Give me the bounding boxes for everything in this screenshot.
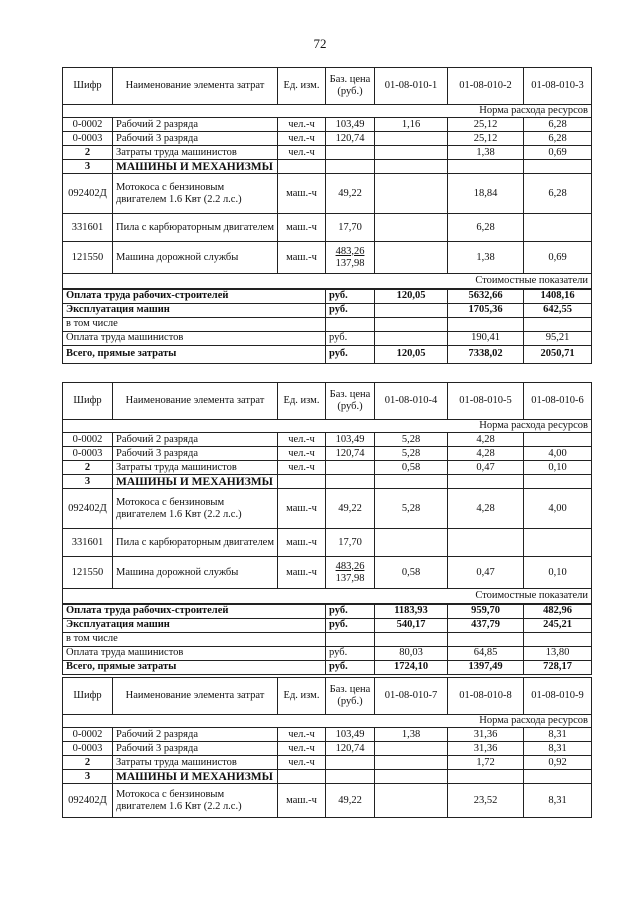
total-value: 13,80 xyxy=(524,646,592,660)
table-row xyxy=(63,742,592,756)
total-unit: руб. xyxy=(326,345,375,363)
total-value: 2050,71 xyxy=(524,345,592,363)
row-value: 8,31 xyxy=(524,784,592,818)
row-value: 8,31 xyxy=(524,742,592,756)
header-unit: Ед. изм. xyxy=(278,383,326,420)
total-row xyxy=(63,331,592,345)
row-unit: чел.-ч xyxy=(278,447,326,461)
header-name: Наименование элемента затрат xyxy=(113,68,278,105)
row-value: 0,69 xyxy=(524,242,592,274)
table-row xyxy=(63,529,592,557)
row-value: 6,28 xyxy=(524,118,592,132)
table-row xyxy=(63,214,592,242)
total-row xyxy=(63,618,592,632)
total-name: Эксплуатация машин xyxy=(63,618,326,632)
row-value xyxy=(524,433,592,447)
row-unit: чел.-ч xyxy=(278,742,326,756)
row-value: 0,58 xyxy=(375,557,448,589)
row-name: Рабочий 3 разряда xyxy=(113,447,278,461)
total-row xyxy=(63,317,592,331)
header-name: Наименование элемента затрат xyxy=(113,678,278,715)
row-unit: маш.-ч xyxy=(278,529,326,557)
table-row xyxy=(63,461,592,475)
cost-label: Стоимостные показатели xyxy=(63,274,592,290)
row-code: 0-0003 xyxy=(63,447,113,461)
header-code: Шифр xyxy=(63,383,113,420)
row-unit: чел.-ч xyxy=(278,461,326,475)
row-name: Рабочий 2 разряда xyxy=(113,433,278,447)
norm-label-row xyxy=(63,715,592,728)
table-row xyxy=(63,160,592,174)
total-value: 728,17 xyxy=(524,660,592,674)
row-code: 2 xyxy=(63,461,113,475)
total-value: 95,21 xyxy=(524,331,592,345)
row-code: 0-0002 xyxy=(63,728,113,742)
table-row xyxy=(63,475,592,489)
row-price xyxy=(326,557,375,589)
row-value: 5,28 xyxy=(375,447,448,461)
header-price: Баз. цена (руб.) xyxy=(326,383,375,420)
row-code: 3 xyxy=(63,770,113,784)
row-price xyxy=(326,461,375,475)
row-name: Мотокоса с бензиновым двигателем 1.6 Квт (2.2 л.с.) xyxy=(113,174,278,214)
header-column: 01-08-010-8 xyxy=(448,678,524,715)
header-unit: Ед. изм. xyxy=(278,678,326,715)
row-price: 17,70 xyxy=(326,214,375,242)
row-price xyxy=(326,146,375,160)
header-price: Баз. цена (руб.) xyxy=(326,678,375,715)
row-value xyxy=(375,146,448,160)
row-value: 6,28 xyxy=(448,214,524,242)
total-name: Оплата труда машинистов xyxy=(63,331,326,345)
header-column: 01-08-010-7 xyxy=(375,678,448,715)
total-unit: руб. xyxy=(326,660,375,674)
row-value xyxy=(375,174,448,214)
row-value: 6,28 xyxy=(524,132,592,146)
total-value: 245,21 xyxy=(524,618,592,632)
table-row xyxy=(63,784,592,818)
total-value: 80,03 xyxy=(375,646,448,660)
row-unit: маш.-ч xyxy=(278,557,326,589)
row-price: 49,22 xyxy=(326,489,375,529)
total-unit: руб. xyxy=(326,604,375,618)
row-value: 4,00 xyxy=(524,489,592,529)
row-name: Мотокоса с бензиновым двигателем 1.6 Квт (2.2 л.с.) xyxy=(113,489,278,529)
header-column: 01-08-010-4 xyxy=(375,383,448,420)
header-code: Шифр xyxy=(63,68,113,105)
row-code: 2 xyxy=(63,756,113,770)
row-value: 1,38 xyxy=(375,728,448,742)
total-name: Всего, прямые затраты xyxy=(63,345,326,363)
total-unit: руб. xyxy=(326,303,375,317)
total-value: 5632,66 xyxy=(448,289,524,303)
row-name: МАШИНЫ И МЕХАНИЗМЫ xyxy=(113,770,278,784)
total-value xyxy=(375,303,448,317)
row-price: 120,74 xyxy=(326,132,375,146)
total-value: 1705,36 xyxy=(448,303,524,317)
row-value: 31,36 xyxy=(448,742,524,756)
row-name: Затраты труда машинистов xyxy=(113,461,278,475)
total-row xyxy=(63,289,592,303)
row-value: 0,92 xyxy=(524,756,592,770)
total-unit: руб. xyxy=(326,618,375,632)
row-name: Рабочий 3 разряда xyxy=(113,742,278,756)
table-row xyxy=(63,242,592,274)
row-unit: чел.-ч xyxy=(278,132,326,146)
row-value: 25,12 xyxy=(448,118,524,132)
price-numerator: 483,26 xyxy=(335,245,365,257)
header-price: Баз. цена (руб.) xyxy=(326,68,375,105)
row-value xyxy=(524,214,592,242)
total-value: 120,05 xyxy=(375,345,448,363)
table-row xyxy=(63,447,592,461)
total-name: Оплата труда рабочих-строителей xyxy=(63,604,326,618)
total-value: 437,79 xyxy=(448,618,524,632)
row-value: 0,58 xyxy=(375,461,448,475)
row-value: 4,00 xyxy=(524,447,592,461)
total-row xyxy=(63,345,592,363)
row-value xyxy=(375,529,448,557)
table-row xyxy=(63,118,592,132)
row-price: 120,74 xyxy=(326,447,375,461)
row-value: 4,28 xyxy=(448,433,524,447)
row-price xyxy=(326,242,375,274)
row-value xyxy=(448,529,524,557)
row-price: 17,70 xyxy=(326,529,375,557)
total-value: 120,05 xyxy=(375,289,448,303)
row-code: 3 xyxy=(63,160,113,174)
total-value: 1724,10 xyxy=(375,660,448,674)
row-value xyxy=(375,784,448,818)
row-price: 103,49 xyxy=(326,728,375,742)
price-denominator: 137,98 xyxy=(335,257,365,269)
total-unit: руб. xyxy=(326,331,375,345)
header-column: 01-08-010-5 xyxy=(448,383,524,420)
norm-label: Норма расхода ресурсов xyxy=(63,105,592,118)
row-code: 0-0002 xyxy=(63,433,113,447)
row-code: 331601 xyxy=(63,214,113,242)
row-name: Пила с карбюраторным двигателем xyxy=(113,529,278,557)
row-code: 121550 xyxy=(63,557,113,589)
table-row xyxy=(63,174,592,214)
header-code: Шифр xyxy=(63,678,113,715)
table-row xyxy=(63,557,592,589)
total-value xyxy=(375,331,448,345)
row-name: Рабочий 2 разряда xyxy=(113,728,278,742)
total-value: 7338,02 xyxy=(448,345,524,363)
table-header-row xyxy=(63,68,592,105)
row-value: 25,12 xyxy=(448,132,524,146)
row-name: Машина дорожной службы xyxy=(113,557,278,589)
total-name: в том числе xyxy=(63,317,326,331)
total-unit: руб. xyxy=(326,289,375,303)
row-value: 4,28 xyxy=(448,447,524,461)
norm-label-row xyxy=(63,420,592,433)
row-value xyxy=(375,242,448,274)
header-column: 01-08-010-1 xyxy=(375,68,448,105)
table-row xyxy=(63,146,592,160)
row-name: Машина дорожной службы xyxy=(113,242,278,274)
row-price: 103,49 xyxy=(326,118,375,132)
row-price: 120,74 xyxy=(326,742,375,756)
norm-label: Норма расхода ресурсов xyxy=(63,420,592,433)
table-header-row xyxy=(63,383,592,420)
row-name: МАШИНЫ И МЕХАНИЗМЫ xyxy=(113,160,278,174)
row-code: 092402Д xyxy=(63,489,113,529)
row-price: 49,22 xyxy=(326,174,375,214)
row-value: 1,38 xyxy=(448,242,524,274)
price-denominator: 137,98 xyxy=(335,572,365,584)
table-row xyxy=(63,489,592,529)
row-unit: маш.-ч xyxy=(278,214,326,242)
row-code: 2 xyxy=(63,146,113,160)
total-value: 1408,16 xyxy=(524,289,592,303)
total-value: 482,96 xyxy=(524,604,592,618)
row-value: 1,72 xyxy=(448,756,524,770)
row-code: 0-0003 xyxy=(63,132,113,146)
row-name: Рабочий 3 разряда xyxy=(113,132,278,146)
total-value: 1397,49 xyxy=(448,660,524,674)
norm-label-row xyxy=(63,105,592,118)
row-value: 23,52 xyxy=(448,784,524,818)
row-name: Пила с карбюраторным двигателем xyxy=(113,214,278,242)
total-value: 1183,93 xyxy=(375,604,448,618)
row-value: 0,47 xyxy=(448,557,524,589)
total-row xyxy=(63,646,592,660)
row-name: Мотокоса с бензиновым двигателем 1.6 Квт (2.2 л.с.) xyxy=(113,784,278,818)
total-name: Эксплуатация машин xyxy=(63,303,326,317)
total-value: 190,41 xyxy=(448,331,524,345)
row-code: 3 xyxy=(63,475,113,489)
price-numerator: 483,26 xyxy=(335,560,365,572)
table-row xyxy=(63,132,592,146)
row-value: 5,28 xyxy=(375,489,448,529)
row-unit: чел.-ч xyxy=(278,433,326,447)
row-unit: чел.-ч xyxy=(278,756,326,770)
row-code: 331601 xyxy=(63,529,113,557)
total-name: в том числе xyxy=(63,632,326,646)
cost-label: Стоимостные показатели xyxy=(63,589,592,605)
header-unit: Ед. изм. xyxy=(278,68,326,105)
table-row xyxy=(63,433,592,447)
row-value: 5,28 xyxy=(375,433,448,447)
row-code: 092402Д xyxy=(63,174,113,214)
row-unit: чел.-ч xyxy=(278,118,326,132)
row-value: 0,69 xyxy=(524,146,592,160)
row-unit: маш.-ч xyxy=(278,489,326,529)
row-value xyxy=(375,132,448,146)
row-code: 121550 xyxy=(63,242,113,274)
row-value: 1,16 xyxy=(375,118,448,132)
row-value: 4,28 xyxy=(448,489,524,529)
row-value: 0,10 xyxy=(524,557,592,589)
total-name: Оплата труда рабочих-строителей xyxy=(63,289,326,303)
page-number: 72 xyxy=(313,36,327,51)
row-value: 6,28 xyxy=(524,174,592,214)
total-row xyxy=(63,604,592,618)
total-row xyxy=(63,632,592,646)
total-value: 959,70 xyxy=(448,604,524,618)
header-name: Наименование элемента затрат xyxy=(113,383,278,420)
norm-label: Норма расхода ресурсов xyxy=(63,715,592,728)
resource-table-3 xyxy=(62,677,592,818)
total-row xyxy=(63,660,592,674)
row-name: МАШИНЫ И МЕХАНИЗМЫ xyxy=(113,475,278,489)
row-name: Рабочий 2 разряда xyxy=(113,118,278,132)
row-value xyxy=(375,214,448,242)
cost-label-row xyxy=(63,589,592,605)
total-value: 540,17 xyxy=(375,618,448,632)
row-unit: маш.-ч xyxy=(278,174,326,214)
cost-label-row xyxy=(63,274,592,290)
total-value: 642,55 xyxy=(524,303,592,317)
row-unit: чел.-ч xyxy=(278,728,326,742)
header-column: 01-08-010-6 xyxy=(524,383,592,420)
row-unit: маш.-ч xyxy=(278,784,326,818)
row-value: 1,38 xyxy=(448,146,524,160)
row-unit: чел.-ч xyxy=(278,146,326,160)
row-price: 103,49 xyxy=(326,433,375,447)
total-unit: руб. xyxy=(326,646,375,660)
row-value: 0,10 xyxy=(524,461,592,475)
row-value: 31,36 xyxy=(448,728,524,742)
resource-table-1 xyxy=(62,67,592,364)
table-header-row xyxy=(63,678,592,715)
row-price xyxy=(326,756,375,770)
resource-table-2 xyxy=(62,382,592,675)
total-name: Оплата труда машинистов xyxy=(63,646,326,660)
row-value xyxy=(375,742,448,756)
total-value: 64,85 xyxy=(448,646,524,660)
header-column: 01-08-010-2 xyxy=(448,68,524,105)
row-value: 0,47 xyxy=(448,461,524,475)
total-name: Всего, прямые затраты xyxy=(63,660,326,674)
row-value xyxy=(524,529,592,557)
table-row xyxy=(63,728,592,742)
row-name: Затраты труда машинистов xyxy=(113,756,278,770)
row-code: 0-0002 xyxy=(63,118,113,132)
row-value: 8,31 xyxy=(524,728,592,742)
row-value xyxy=(375,756,448,770)
header-column: 01-08-010-3 xyxy=(524,68,592,105)
total-row xyxy=(63,303,592,317)
row-price: 49,22 xyxy=(326,784,375,818)
table-row xyxy=(63,756,592,770)
row-unit: маш.-ч xyxy=(278,242,326,274)
row-value: 18,84 xyxy=(448,174,524,214)
row-code: 092402Д xyxy=(63,784,113,818)
table-row xyxy=(63,770,592,784)
row-code: 0-0003 xyxy=(63,742,113,756)
header-column: 01-08-010-9 xyxy=(524,678,592,715)
row-name: Затраты труда машинистов xyxy=(113,146,278,160)
